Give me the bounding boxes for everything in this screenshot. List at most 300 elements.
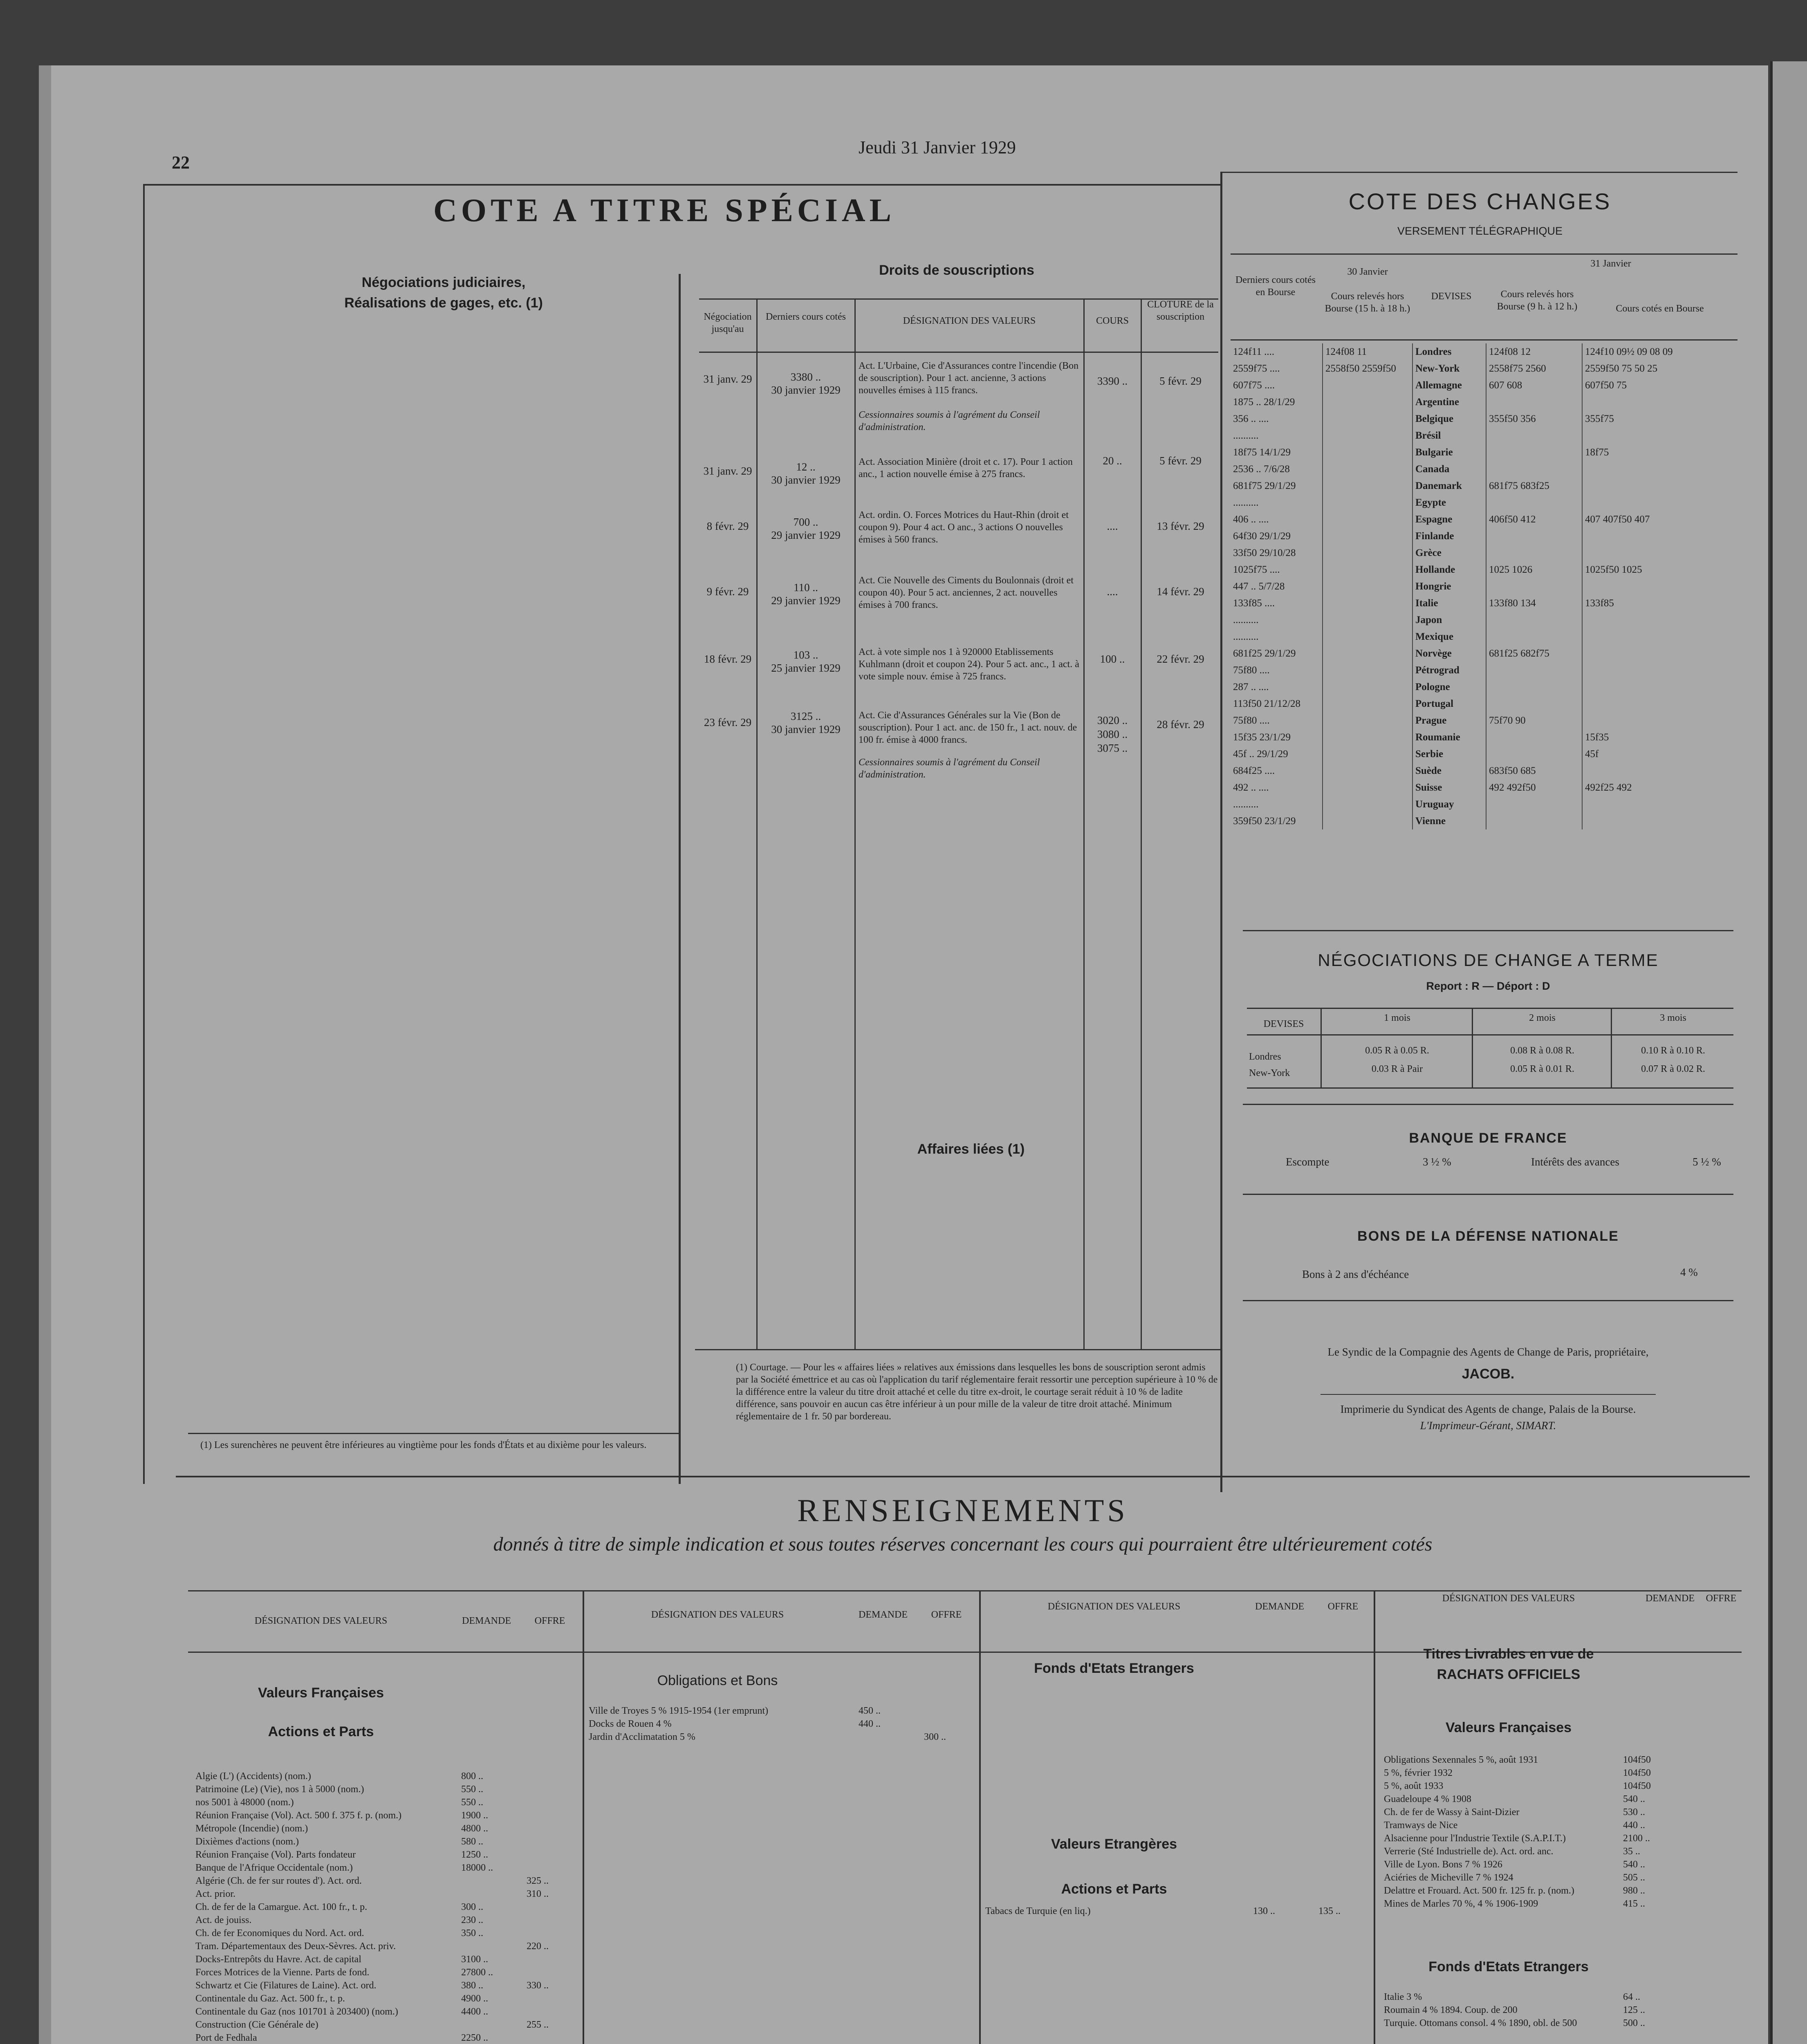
ch-derniers-cell: 124f11 .... xyxy=(1231,343,1323,360)
item-designation: Aciéries de Micheville 7 % 1924 xyxy=(1384,1872,1513,1883)
item-demande: 505 .. xyxy=(1623,1872,1645,1883)
item-designation: Continentale du Gaz. Act. 500 fr., t. p. xyxy=(195,1993,345,2004)
ch-derniers-cell: 356 .. .... xyxy=(1231,410,1323,427)
item-demande: 440 .. xyxy=(859,1719,881,1729)
item-designation: Continentale du Gaz (nos 101701 à 203400) (nom.) xyxy=(195,2006,398,2017)
item-designation: Act. prior. xyxy=(195,1889,235,1899)
ch-devise-cell: Prague xyxy=(1412,712,1486,729)
ch-releves31: Cours relevés hors Bourse (9 h. à 12 h.) xyxy=(1497,289,1578,312)
c1-head-designation: DÉSIGNATION DES VALEURS xyxy=(254,1616,388,1626)
ch-30janvier: 30 Janvier xyxy=(1347,267,1388,277)
list-item xyxy=(195,1862,580,1875)
list-item xyxy=(1384,2017,1742,2030)
item-designation: Banque de l'Afrique Occidentale (nom.) xyxy=(195,1862,353,1873)
item-demande: 540 .. xyxy=(1623,1859,1645,1870)
changes-row xyxy=(1231,628,1738,645)
row-cours: 700 .. xyxy=(793,516,818,528)
ch-releves31-cell: 75f70 90 xyxy=(1486,712,1582,729)
list-item xyxy=(195,1770,580,1783)
ch-releves30-cell xyxy=(1323,494,1412,511)
ch-devises: DEVISES xyxy=(1431,291,1472,302)
list-item xyxy=(195,1940,580,1953)
ch-cotes31-cell xyxy=(1582,762,1738,779)
item-designation: Réunion Française (Vol). Act. 500 f. 375 f. p. (nom.) xyxy=(195,1810,402,1821)
list-item xyxy=(195,1927,580,1940)
item-designation: Tramways de Nice xyxy=(1384,1820,1458,1831)
ch-devise-cell: Roumanie xyxy=(1412,729,1486,746)
row-cloture: 13 févr. 29 xyxy=(1157,520,1204,532)
terme-newyork-3: 0.07 R à 0.02 R. xyxy=(1641,1064,1705,1074)
terme-table-header xyxy=(1247,1034,1733,1035)
ch-devise-cell: Brésil xyxy=(1412,427,1486,444)
item-designation: Delattre et Frouard. Act. 500 fr. 125 fr. p. (nom.) xyxy=(1384,1885,1574,1896)
item-designation: Port de Fedhala xyxy=(195,2033,257,2043)
changes-title: COTE DES CHANGES xyxy=(1348,188,1612,214)
bons-label: Bons à 2 ans d'échéance xyxy=(1302,1268,1409,1280)
ch-derniers-cell: .......... xyxy=(1231,494,1323,511)
terme-col-1mois: 1 mois xyxy=(1384,1013,1410,1023)
ch-derniers-cell: 133f85 .... xyxy=(1231,595,1323,612)
terme-col-3 xyxy=(1611,1008,1612,1087)
ch-derniers-cell: 64f30 29/1/29 xyxy=(1231,528,1323,545)
ch-devise-cell: Danemark xyxy=(1412,477,1486,494)
row-cours-date: 30 janvier 1929 xyxy=(771,723,841,735)
row-designation: Act. à vote simple nos 1 à 920000 Etablissements Kuhlmann (droit et coupon 24). Pour 5 act. anc., 1 act. à vote simple nouv. émise à 725 francs. xyxy=(859,647,1079,682)
terme-table-bottom xyxy=(1247,1087,1733,1089)
item-demande: 4900 .. xyxy=(461,1993,488,2004)
ch-devise-cell: Hollande xyxy=(1412,561,1486,578)
col-rule-3 xyxy=(1083,298,1085,1349)
ch-releves31-cell: 124f08 12 xyxy=(1486,343,1582,360)
terme-title: NÉGOCIATIONS DE CHANGE A TERME xyxy=(1318,950,1659,970)
item-designation: Docks-Entrepôts du Havre. Act. de capital xyxy=(195,1954,361,1965)
ch-devise-cell: Portugal xyxy=(1412,695,1486,712)
ch-cotes31-cell xyxy=(1582,628,1738,645)
c4-list-fonds xyxy=(1384,1991,1742,2030)
item-demande: 18000 .. xyxy=(461,1862,493,1873)
c3-head-demande: DEMANDE xyxy=(1255,1601,1304,1612)
item-demande: 2100 .. xyxy=(1623,1833,1650,1844)
terme-londres-3: 0.10 R à 0.10 R. xyxy=(1641,1045,1705,1056)
ch-releves31-cell xyxy=(1486,494,1582,511)
ch-devise-cell: Argentine xyxy=(1412,394,1486,410)
row-cote: 3020 .. 3080 .. 3075 .. xyxy=(1097,714,1128,754)
list-item xyxy=(195,2032,580,2044)
ch-derniers-cell: 681f75 29/1/29 xyxy=(1231,477,1323,494)
list-item xyxy=(195,1888,580,1901)
terme-londres: Londres xyxy=(1249,1051,1281,1062)
realisations-title: Réalisations de gages, etc. (1) xyxy=(344,295,543,311)
item-designation: Roumain 4 % 1894. Coup. de 200 xyxy=(1384,2005,1518,2015)
row-cote: 100 .. xyxy=(1100,653,1125,665)
bons-rule xyxy=(1243,1194,1733,1195)
ch-releves30-cell xyxy=(1323,578,1412,595)
ch-derniers-cell: .......... xyxy=(1231,628,1323,645)
ch-cotes31-cell xyxy=(1582,528,1738,545)
row-cours-date: 29 janvier 1929 xyxy=(771,529,841,541)
c4-section-rachats: RACHATS OFFICIELS xyxy=(1437,1667,1581,1682)
ch-releves31-cell xyxy=(1486,612,1582,628)
rens-top-rule xyxy=(188,1590,1742,1591)
ch-releves30-cell: 2558f50 2559f50 xyxy=(1323,360,1412,377)
changes-row xyxy=(1231,578,1738,595)
ch-cotes31-cell: 18f75 xyxy=(1585,446,1609,458)
ch-releves30-cell xyxy=(1323,779,1412,796)
item-demande: 125 .. xyxy=(1623,2005,1645,2015)
page-date: Jeudi 31 Janvier 1929 xyxy=(859,137,1016,157)
terme-newyork: New-York xyxy=(1249,1068,1290,1078)
changes-head-top xyxy=(1231,253,1738,255)
left-rule xyxy=(143,184,145,1484)
affaires-liees: Affaires liées (1) xyxy=(917,1141,1025,1157)
row-designation: Act. L'Urbaine, Cie d'Assurances contre l'incendie (Bon de souscription). Pour 1 act. ancienne, 3 actions nouvelles émises à 115 francs. xyxy=(859,361,1079,396)
ch-devise-cell: Canada xyxy=(1412,461,1486,477)
item-designation: 5 %, août 1933 xyxy=(1384,1781,1444,1791)
ch-derniers-cell: 18f75 14/1/29 xyxy=(1231,444,1323,461)
syndic-rule xyxy=(1243,1300,1733,1301)
ch-releves30-cell xyxy=(1323,712,1412,729)
ch-devise-cell: Londres xyxy=(1412,343,1486,360)
changes-row xyxy=(1231,612,1738,628)
col-rule-4 xyxy=(1141,298,1142,1349)
footnote-rule xyxy=(695,1349,1220,1350)
row-cours: 110 .. xyxy=(794,581,818,594)
list-item xyxy=(195,1783,580,1796)
ch-cotes31-cell xyxy=(1582,461,1738,477)
ch-derniers-cell: 2536 .. 7/6/28 xyxy=(1231,461,1323,477)
ch-cotes31-cell: 133f85 xyxy=(1585,597,1614,609)
list-item xyxy=(195,1822,580,1836)
list-item xyxy=(1384,1806,1742,1819)
ch-cotes31-cell: 355f75 xyxy=(1585,413,1614,424)
ch-releves30-cell xyxy=(1323,813,1412,829)
item-designation: Dixièmes d'actions (nom.) xyxy=(195,1836,299,1847)
ch-devise-cell: Hongrie xyxy=(1412,578,1486,595)
ch-devise-cell: Serbie xyxy=(1412,746,1486,762)
item-demande: 64 .. xyxy=(1623,1992,1640,2002)
ch-releves31-cell xyxy=(1486,813,1582,829)
ch-releves31-cell: 133f80 134 xyxy=(1486,595,1582,612)
ch-devise-cell: Suède xyxy=(1412,762,1486,779)
ch-releves31-cell: 2558f75 2560 xyxy=(1486,360,1582,377)
c2-head-offre: OFFRE xyxy=(931,1609,962,1620)
list-item xyxy=(1384,1767,1742,1780)
c1-head-offre: OFFRE xyxy=(534,1616,565,1626)
ch-devise-cell: Uruguay xyxy=(1412,796,1486,813)
ch-devise-cell: Norvège xyxy=(1412,645,1486,662)
item-designation: Guadeloupe 4 % 1908 xyxy=(1384,1794,1471,1804)
ch-releves31-cell xyxy=(1486,545,1582,561)
ch-derniers-cell: 287 .. .... xyxy=(1231,679,1323,695)
ch-cotes31-cell xyxy=(1582,813,1738,829)
ch-releves31-cell: 681f75 683f25 xyxy=(1486,477,1582,494)
changes-row xyxy=(1231,461,1738,477)
negociations-title: Négociations judiciaires, xyxy=(361,275,526,290)
row-date: 23 févr. 29 xyxy=(704,716,752,728)
item-demande: 440 .. xyxy=(1623,1820,1645,1831)
list-item xyxy=(1384,1858,1742,1871)
changes-row xyxy=(1231,427,1738,444)
c2-section-obligations: Obligations et Bons xyxy=(657,1673,778,1688)
ch-releves31-cell xyxy=(1486,394,1582,410)
ch-releves30-cell xyxy=(1323,695,1412,712)
list-item xyxy=(195,1901,580,1914)
ch-releves30-cell xyxy=(1323,762,1412,779)
ch-devise-cell: Finlande xyxy=(1412,528,1486,545)
ch-derniers-cell: 406 .. .... xyxy=(1231,511,1323,528)
list-item xyxy=(1384,1832,1742,1845)
c4-head-offre: OFFRE xyxy=(1706,1593,1737,1604)
changes-head-bottom xyxy=(1231,339,1738,341)
changes-row xyxy=(1231,813,1738,829)
row-cours: 12 .. xyxy=(796,461,816,473)
c3-list-actions xyxy=(985,1905,1372,1918)
ch-derniers-cell: 681f25 29/1/29 xyxy=(1231,645,1323,662)
right-top-rule xyxy=(1222,172,1738,173)
item-designation: 5 %, février 1932 xyxy=(1384,1768,1453,1778)
item-designation: Ville de Troyes 5 % 1915-1954 (1er emprunt) xyxy=(589,1706,769,1716)
ch-cotes31-cell xyxy=(1582,695,1738,712)
item-demande: 550 .. xyxy=(461,1784,483,1795)
ch-releves30-cell xyxy=(1323,796,1412,813)
changes-row xyxy=(1231,477,1738,494)
row-cours-date: 29 janvier 1929 xyxy=(771,594,841,607)
item-demande: 104f50 xyxy=(1623,1755,1651,1765)
ch-devise-cell: New-York xyxy=(1412,360,1486,377)
item-demande: 580 .. xyxy=(461,1836,483,1847)
ch-derniers-cell: 359f50 23/1/29 xyxy=(1231,813,1323,829)
courtage-footnote: (1) Courtage. — Pour les « affaires liées » relatives aux émissions dans lesquelles les bons de souscription seront admis par la Société émettrice et au cas où l'application du tarif réglementaire ferait ressortir une perception supérieure à 10 % de la différence entre la valeur du titre droit attaché et celle du titre ex-droit, le courtage serait réduit à 10 % de ladite différence, sans pouvoir en aucun cas être inférieur à un pour mille de la valeur de titre droit attaché. Minimum réglementaire de 1 fr. 50 par bordereau. xyxy=(736,1362,1218,1422)
item-demande: 415 .. xyxy=(1623,1898,1645,1909)
row-cours-date: 30 janvier 1929 xyxy=(771,384,841,396)
list-item xyxy=(195,1849,580,1862)
item-designation: Ville de Lyon. Bons 7 % 1926 xyxy=(1384,1859,1502,1870)
changes-row xyxy=(1231,595,1738,612)
list-item xyxy=(1384,1819,1742,1832)
changes-row xyxy=(1231,494,1738,511)
ch-devise-cell: Egypte xyxy=(1412,494,1486,511)
item-demande: 530 .. xyxy=(1623,1807,1645,1818)
item-designation: Mines de Marles 70 %, 4 % 1906-1909 xyxy=(1384,1898,1538,1909)
ch-devise-cell: Pétrograd xyxy=(1412,662,1486,679)
escompte-label: Escompte xyxy=(1286,1156,1329,1168)
ch-cotes31-cell xyxy=(1582,545,1738,561)
terme-table-top xyxy=(1247,1008,1733,1009)
ch-releves30-cell xyxy=(1323,427,1412,444)
interets-label: Intérêts des avances xyxy=(1531,1156,1619,1168)
ch-releves30-cell xyxy=(1323,410,1412,427)
item-designation: Obligations Sexennales 5 %, août 1931 xyxy=(1384,1755,1538,1765)
list-item xyxy=(1384,1898,1742,1911)
list-item xyxy=(1384,2004,1742,2017)
list-item xyxy=(195,1979,580,1992)
item-demande: 104f50 xyxy=(1623,1768,1651,1778)
ch-cotes31-cell xyxy=(1582,427,1738,444)
bons-title: BONS DE LA DÉFENSE NATIONALE xyxy=(1357,1228,1619,1244)
changes-row xyxy=(1231,679,1738,695)
row-designation: Act. Cie d'Assurances Générales sur la Vie (Bon de souscription). Pour 1 act. anc. de 150 fr., 1 act. nouv. de 100 fr. émise à 4000 francs. xyxy=(859,710,1077,745)
page-number: 22 xyxy=(172,152,190,173)
col-cloture: CLOTURE de la souscription xyxy=(1147,299,1214,322)
ch-derniers-cell: 45f .. 29/1/29 xyxy=(1231,746,1323,762)
ch-derniers-cell: 1875 .. 28/1/29 xyxy=(1231,394,1323,410)
ch-releves30-cell xyxy=(1323,545,1412,561)
ch-releves31-cell: 681f25 682f75 xyxy=(1486,645,1582,662)
changes-row xyxy=(1231,394,1738,410)
list-item xyxy=(195,1953,580,1966)
item-demande: 104f50 xyxy=(1623,1781,1651,1791)
ch-cotes31-cell xyxy=(1582,394,1738,410)
item-designation: Act. de jouiss. xyxy=(195,1915,252,1925)
item-demande: 500 .. xyxy=(1623,2018,1645,2028)
terme-rule xyxy=(1243,930,1733,931)
item-demande: 540 .. xyxy=(1623,1794,1645,1804)
col-derniers: Derniers cours cotés xyxy=(766,312,846,322)
row-cloture: 5 févr. 29 xyxy=(1159,375,1202,387)
list-item xyxy=(589,1718,977,1731)
item-designation: nos 5001 à 48000 (nom.) xyxy=(195,1797,294,1808)
list-item xyxy=(195,1809,580,1822)
row-cours-date: 30 janvier 1929 xyxy=(771,474,841,486)
item-designation: Tabacs de Turquie (en liq.) xyxy=(985,1906,1091,1916)
row-cote: .... xyxy=(1107,585,1118,598)
ch-releves30-cell xyxy=(1323,612,1412,628)
changes-row xyxy=(1231,528,1738,545)
changes-row xyxy=(1231,410,1738,427)
ch-releves31-cell: 492 492f50 xyxy=(1486,779,1582,796)
item-demande: 800 .. xyxy=(461,1771,483,1782)
ch-releves31-cell xyxy=(1486,578,1582,595)
row-date: 9 févr. 29 xyxy=(706,585,749,598)
ch-releves30-cell xyxy=(1323,511,1412,528)
ch-devise-cell: Japon xyxy=(1412,612,1486,628)
changes-row xyxy=(1231,360,1738,377)
ch-devise-cell: Vienne xyxy=(1412,813,1486,829)
col-rule-2 xyxy=(854,298,856,1349)
changes-row xyxy=(1231,729,1738,746)
item-designation: Docks de Rouen 4 % xyxy=(589,1719,672,1729)
ch-releves30-cell xyxy=(1323,729,1412,746)
row-cote: .... xyxy=(1107,520,1118,532)
changes-row xyxy=(1231,712,1738,729)
item-demande: 4800 .. xyxy=(461,1823,488,1834)
row-date: 18 févr. 29 xyxy=(704,653,752,665)
ch-devise-cell: Bulgarie xyxy=(1412,444,1486,461)
item-offre: 300 .. xyxy=(924,1732,946,1742)
ch-cotes31-cell xyxy=(1582,578,1738,595)
c3-head-offre: OFFRE xyxy=(1327,1601,1359,1612)
changes-row xyxy=(1231,662,1738,679)
ch-cotes31-cell xyxy=(1582,645,1738,662)
row-cours: 103 .. xyxy=(793,649,818,661)
ch-cotes31-cell: 407 407f50 407 xyxy=(1585,513,1650,525)
changes-row xyxy=(1231,511,1738,528)
ch-cotes31-cell: 2559f50 75 50 25 xyxy=(1585,363,1658,374)
ch-cotes31-cell: 45f xyxy=(1585,748,1599,760)
ch-releves31-cell xyxy=(1486,461,1582,477)
ch-derniers: Derniers cours cotés en Bourse xyxy=(1235,275,1316,298)
list-item xyxy=(1384,1885,1742,1898)
col-designation: DÉSIGNATION DES VALEURS xyxy=(903,316,1036,326)
gerant-line: L'Imprimeur-Gérant, SIMART. xyxy=(1420,1419,1556,1432)
item-demande: 550 .. xyxy=(461,1797,483,1808)
row-cloture: 14 févr. 29 xyxy=(1157,585,1204,598)
c2-head-designation: DÉSIGNATION DES VALEURS xyxy=(651,1609,784,1620)
terme-col-2 xyxy=(1472,1008,1473,1087)
section-rule xyxy=(176,1476,1750,1477)
ch-releves30-cell xyxy=(1323,679,1412,695)
list-item xyxy=(1384,1793,1742,1806)
row-note: Cessionnaires soumis à l'agrément du Conseil d'administration. xyxy=(859,410,1040,433)
item-offre: 135 .. xyxy=(1318,1906,1341,1916)
ch-releves31-cell: 1025 1026 xyxy=(1486,561,1582,578)
ch-cotes31-cell xyxy=(1582,612,1738,628)
item-demande: 130 .. xyxy=(1253,1906,1275,1916)
item-designation: Algie (L') (Accidents) (nom.) xyxy=(195,1771,311,1782)
syndic-line: Le Syndic de la Compagnie des Agents de Change de Paris, propriétaire, xyxy=(1327,1346,1649,1358)
ch-releves30-cell xyxy=(1323,662,1412,679)
row-date: 8 févr. 29 xyxy=(706,520,749,532)
ch-releves31-cell xyxy=(1486,679,1582,695)
item-designation: Verrerie (Sté Industrielle de). Act. ord. anc. xyxy=(1384,1846,1554,1857)
c3-section-valeurs: Valeurs Etrangères xyxy=(1051,1836,1177,1852)
ch-releves30-cell xyxy=(1323,461,1412,477)
ch-31janvier: 31 Janvier xyxy=(1590,258,1631,269)
item-designation: Construction (Cie Générale de) xyxy=(195,2019,318,2030)
droits-title: Droits de souscriptions xyxy=(879,262,1034,278)
c4-section-titres: Titres Livrables en vue de xyxy=(1423,1646,1594,1662)
c3-head-designation: DÉSIGNATION DES VALEURS xyxy=(1047,1601,1181,1612)
ch-derniers-cell: 684f25 .... xyxy=(1231,762,1323,779)
item-demande: 35 .. xyxy=(1623,1846,1640,1857)
list-item xyxy=(1384,1991,1742,2004)
ch-derniers-cell: 492 .. .... xyxy=(1231,779,1323,796)
c1-list xyxy=(195,1770,580,2044)
ch-cotes31-cell: 607f50 75 xyxy=(1585,379,1627,391)
item-demande: 1250 .. xyxy=(461,1849,488,1860)
syndic-name: JACOB. xyxy=(1462,1366,1515,1382)
droits-left-rule xyxy=(679,274,681,1484)
col-negociation: Négociation jusqu'au xyxy=(704,312,752,334)
terme-subtitle: Report : R — Déport : D xyxy=(1426,980,1550,992)
ch-releves30-cell xyxy=(1323,528,1412,545)
list-item xyxy=(195,2006,580,2019)
imprimerie-line: Imprimerie du Syndicat des Agents de change, Palais de la Bourse. xyxy=(1340,1403,1636,1415)
item-designation: Patrimoine (Le) (Vie), nos 1 à 5000 (nom.) xyxy=(195,1784,364,1795)
ch-derniers-cell: 607f75 .... xyxy=(1231,377,1323,394)
ch-cotes31-cell xyxy=(1582,477,1738,494)
ch-devise-cell: Belgique xyxy=(1412,410,1486,427)
escompte-value: 3 ½ % xyxy=(1423,1156,1451,1168)
item-demande: 980 .. xyxy=(1623,1885,1645,1896)
list-item xyxy=(589,1731,977,1744)
row-cloture: 28 févr. 29 xyxy=(1157,718,1204,731)
item-designation: Alsacienne pour l'Industrie Textile (S.A.P.I.T.) xyxy=(1384,1833,1566,1844)
terme-col-3mois: 3 mois xyxy=(1660,1013,1686,1023)
item-demande: 2250 .. xyxy=(461,2033,488,2043)
item-demande: 300 .. xyxy=(461,1902,483,1912)
list-item xyxy=(1384,1754,1742,1767)
c4-head-demande: DEMANDE xyxy=(1646,1593,1695,1604)
list-item xyxy=(195,1836,580,1849)
ch-releves31-cell xyxy=(1486,695,1582,712)
ch-derniers-cell: 113f50 21/12/28 xyxy=(1231,695,1323,712)
c4-section-fonds: Fonds d'Etats Etrangers xyxy=(1428,1959,1589,1975)
list-item xyxy=(985,1905,1372,1918)
ch-releves31-cell xyxy=(1486,729,1582,746)
item-designation: Tram. Départementaux des Deux-Sèvres. Act. priv. xyxy=(195,1941,396,1952)
list-item xyxy=(195,1966,580,1979)
